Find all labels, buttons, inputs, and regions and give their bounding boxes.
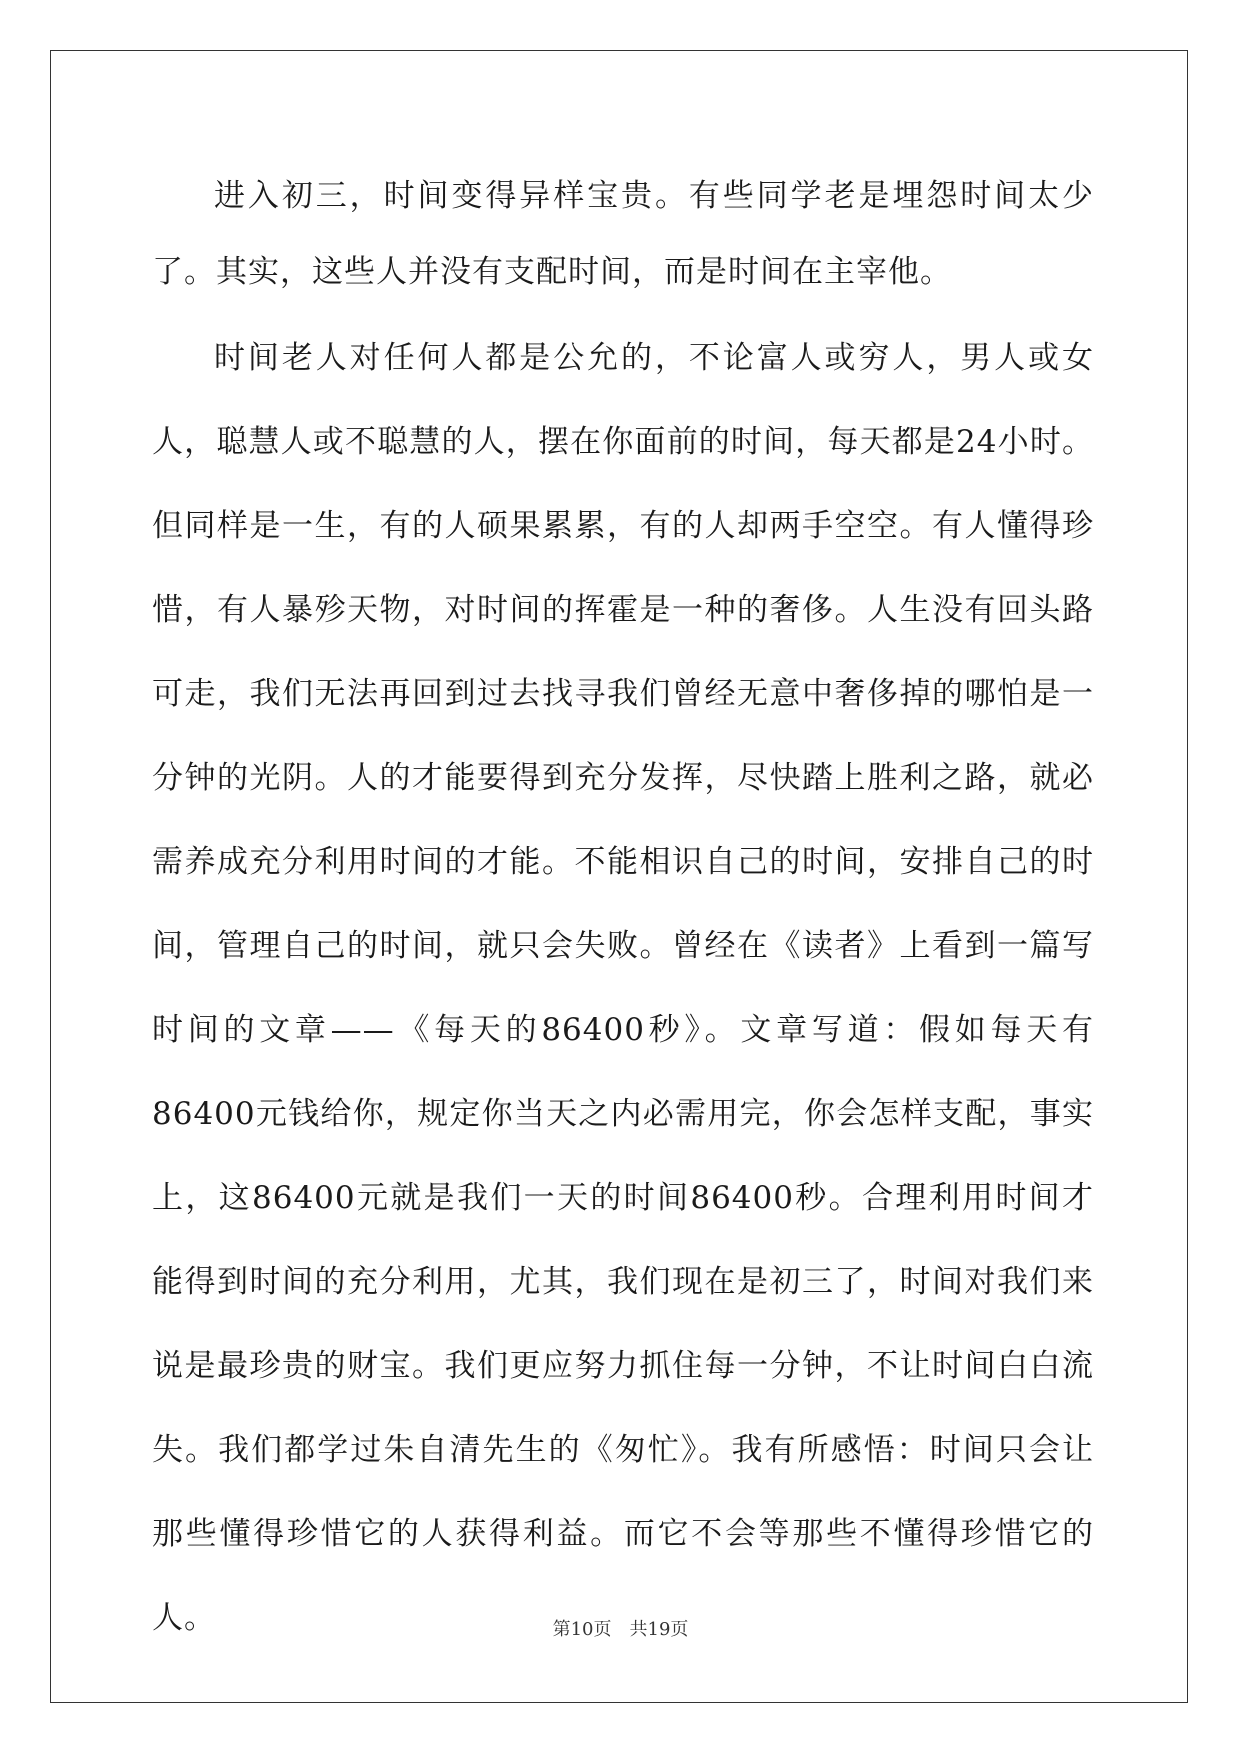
document-body <box>152 158 1094 1660</box>
page-footer <box>0 1615 1241 1641</box>
paragraph-1: 进入初三，时间变得异样宝贵。有些同学老是埋怨时间太少了。其实，这些人并没有支配时间，而是时间在主宰他。 <box>152 178 1094 290</box>
paragraph-2: 时间老人对任何人都是公允的，不论富人或穷人，男人或女人，聪慧人或不聪慧的人，摆在你面前的时间，每天都是24小时。但同样是一生，有的人硕果累累，有的人却两手空空。有人懂得珍惜，有人暴殄天物，对时间的挥霍是一种的奢侈。人生没有回头路可走，我们无法再回到过去找寻我们曾经无意中奢侈掉的哪怕是一分钟的光阴。人的才能要得到充分发挥，尽快踏上胜利之路，就必需养成充分利用时间的才能。不能相识自己的时间，安排自己的时间，管理自己的时间，就只会失败。曾经在《读者》上看到一篇写时间的文章——《每天的86400秒》。文章写道：假如每天有86400元钱给你，规定你当天之内必需用完，你会怎样支配，事实上，这86400元就是我们一天的时间86400秒。合理利用时间才能得到时间的充分利用，尤其，我们现在是初三了，时间对我们来说是最珍贵的财宝。我们更应努力抓住每一分钟，不让时间白白流失。我们都学过朱自清先生的《匆忙》。我有所感悟：时间只会让那些懂得珍惜它的人获得利益。而它不会等那些不懂得珍惜它的人。 <box>152 340 1094 1636</box>
current-page-number: 第10页 <box>552 1619 612 1640</box>
total-page-count: 共19页 <box>629 1619 689 1640</box>
